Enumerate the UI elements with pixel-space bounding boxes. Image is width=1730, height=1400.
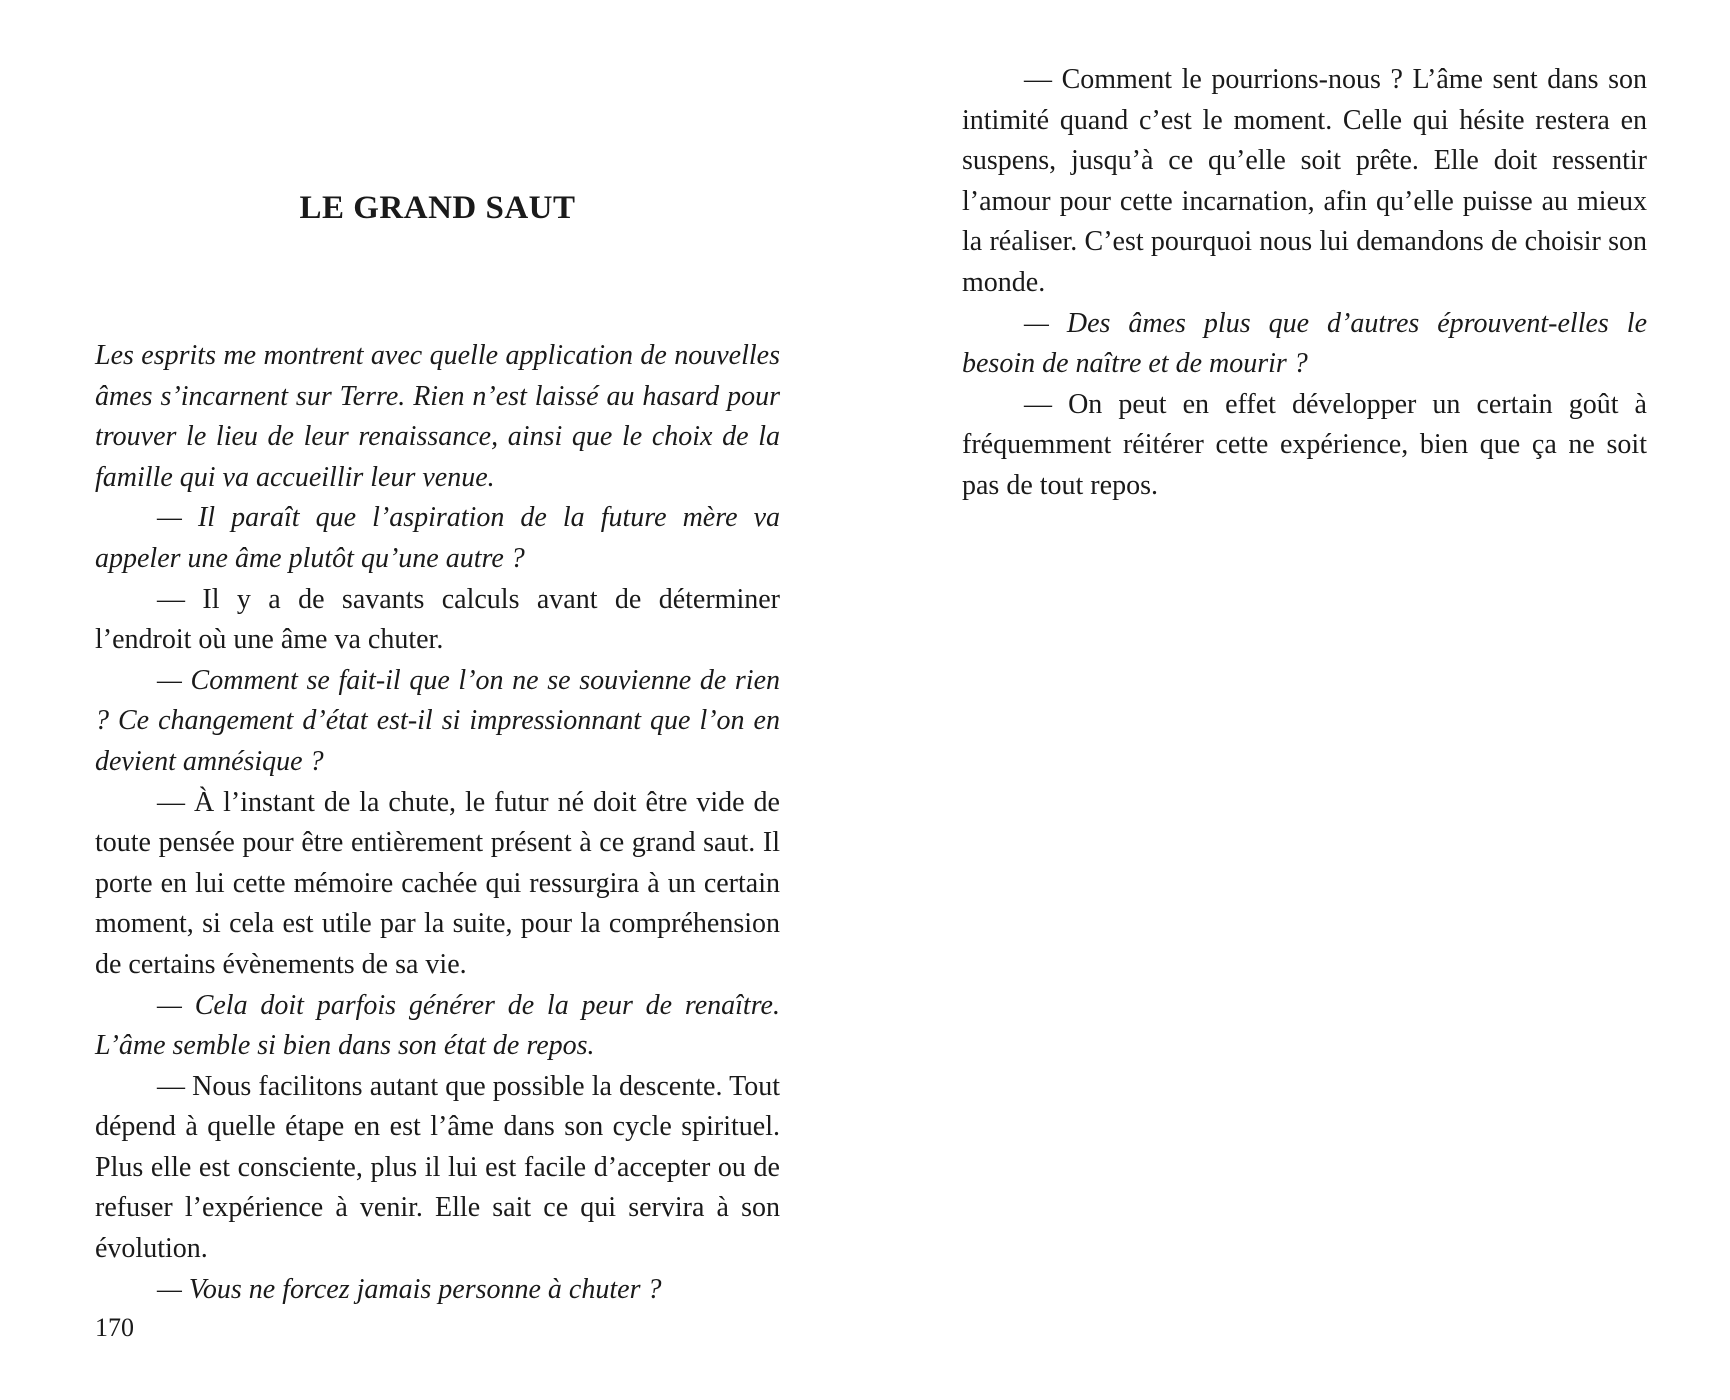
right-page-body: [962, 60, 1647, 507]
dialogue-answer: — À l’instant de la chute, le futur né doit être vide de toute pensée pour être entièrement présent à ce grand saut. Il porte en lui cette mémoire cachée qui ressurgira à un certain moment, si cela est utile par la suite, pour la compréhension de certains évènements de sa vie.: [95, 786, 780, 980]
dialogue-question: — Cela doit parfois générer de la peur de renaître. L’âme semble si bien dans son état de repos.: [95, 989, 780, 1062]
dialogue-answer: — On peut en effet développer un certain goût à fréquemment réitérer cette expérience, bien que ça ne soit pas de tout repos.: [962, 388, 1647, 501]
dialogue-answer: — Il y a de savants calculs avant de déterminer l’endroit où une âme va chuter.: [95, 583, 780, 656]
chapter-title: LE GRAND SAUT: [299, 190, 576, 226]
dialogue-question: — Comment se fait-il que l’on ne se souvienne de rien ? Ce changement d’état est-il si impressionnant que l’on en devient amnésique ?: [95, 664, 780, 777]
dialogue-question: — Il paraît que l’aspiration de la future mère va appeler une âme plutôt qu’une autre ?: [95, 502, 780, 574]
dialogue-question: — Des âmes plus que d’autres éprouvent-elles le besoin de naître et de mourir ?: [962, 307, 1647, 380]
dialogue-question: — Vous ne forcez jamais personne à chuter ?: [157, 1273, 662, 1305]
page-number: 170: [95, 1313, 134, 1342]
left-page-body: [95, 336, 780, 1310]
dialogue-answer: — Nous facilitons autant que possible la descente. Tout dépend à quelle étape en est l’âme dans son cycle spirituel. Plus elle est consciente, plus il lui est facile d’accepter ou de refuser l’expérience à venir. Elle sait ce qui servira à son évolution.: [95, 1070, 780, 1265]
dialogue-answer: — Comment le pourrions-nous ? L’âme sent dans son intimité quand c’est le moment. Celle qui hésite restera en suspens, jusqu’à ce qu’elle soit prête. Elle doit ressentir l’amour pour cette incarnation, afin qu’elle puisse au mieux la réaliser. C’est pourquoi nous lui demandons de choisir son monde.: [962, 64, 1647, 298]
intro-paragraph: Les esprits me montrent avec quelle application de nouvelles âmes s’incarnent sur Terre. Rien n’est laissé au hasard pour trouver le lieu de leur renaissance, ainsi que le choix de la famille qui va accueillir leur venue.: [95, 340, 780, 493]
